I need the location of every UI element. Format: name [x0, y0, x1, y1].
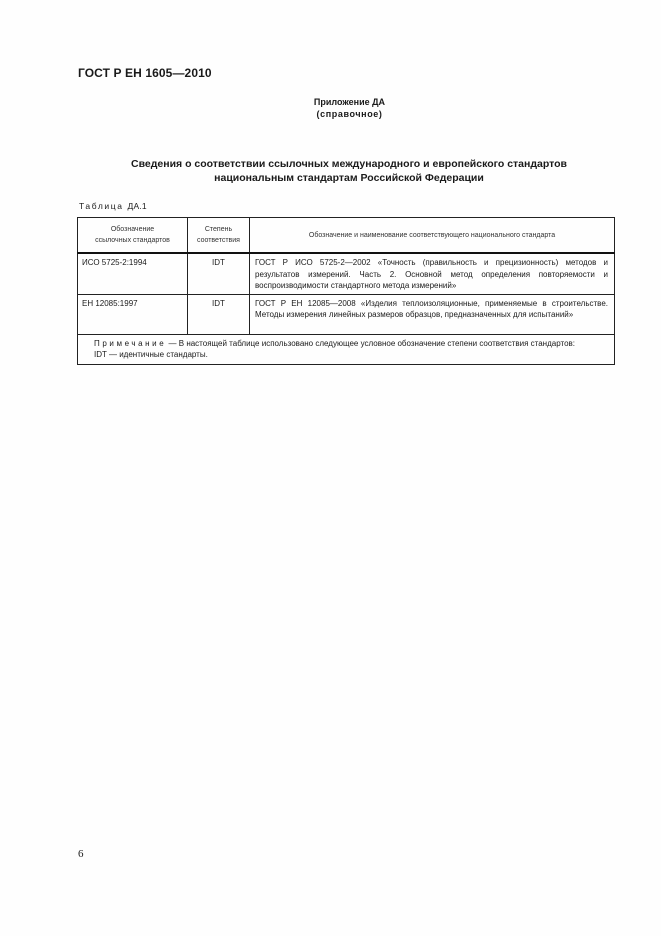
- table-header-row: [78, 218, 615, 254]
- note-label: Примечание: [94, 338, 167, 348]
- column-header-line: соответствия: [197, 237, 240, 244]
- national-standard-cell: ГОСТ Р ИСО 5725-2—2002 «Точность (правильность и прецизионность) методов и результатов измерений. Часть 2. Основной метод определения повторяемости и воспроизводимости стандартного метода измерений»: [250, 253, 615, 294]
- table-caption: [79, 201, 147, 211]
- table-row: [78, 294, 615, 334]
- reference-standard-cell: ИСО 5725-2:1994: [78, 253, 188, 294]
- note-text: — В настоящей таблице использовано следующее условное обозначение степени соответствия стандартов:: [166, 338, 575, 348]
- note-legend: IDT — идентичные стандарты.: [94, 350, 208, 359]
- degree-cell: IDT: [188, 253, 250, 294]
- column-header-line: Обозначение: [110, 226, 155, 233]
- section-title-line-2: национальным стандартам Российской Федерации: [214, 172, 484, 184]
- section-title-line-1: Сведения о соответствии ссылочных международного и европейского стандартов: [130, 158, 568, 170]
- column-header-national-standard: [250, 218, 615, 254]
- column-header-degree: [188, 218, 250, 254]
- appendix-subtitle: (справочное): [316, 109, 383, 119]
- degree-cell: IDT: [188, 294, 250, 334]
- page-number: 6: [78, 848, 84, 860]
- note-legend-line: [82, 349, 606, 361]
- column-header-line: ссылочных стандартов: [95, 237, 170, 244]
- correspondence-table: [77, 217, 615, 365]
- reference-standard-cell: ЕН 12085:1997: [78, 294, 188, 334]
- table-caption-prefix: Таблица: [79, 201, 124, 211]
- table-note-row: [78, 334, 615, 364]
- table-row: [78, 253, 615, 294]
- table-note: [78, 334, 615, 364]
- document-code: ГОСТ Р ЕН 1605—2010: [78, 66, 212, 80]
- table-caption-number: ДА.1: [127, 201, 147, 211]
- column-header-line: Обозначение и наименование соответствующего национального стандарта: [308, 231, 556, 239]
- column-header-line: Степень: [204, 226, 233, 233]
- section-title: [80, 157, 618, 185]
- national-standard-cell: ГОСТ Р ЕН 12085—2008 «Изделия теплоизоляционные, применяемые в строительстве. Методы измерения линейных размеров образцов, предназначенных для испытаний»: [250, 294, 615, 334]
- column-header-reference-standard: [78, 218, 188, 254]
- appendix-heading: [0, 96, 661, 120]
- appendix-title: Приложение ДА: [313, 97, 386, 107]
